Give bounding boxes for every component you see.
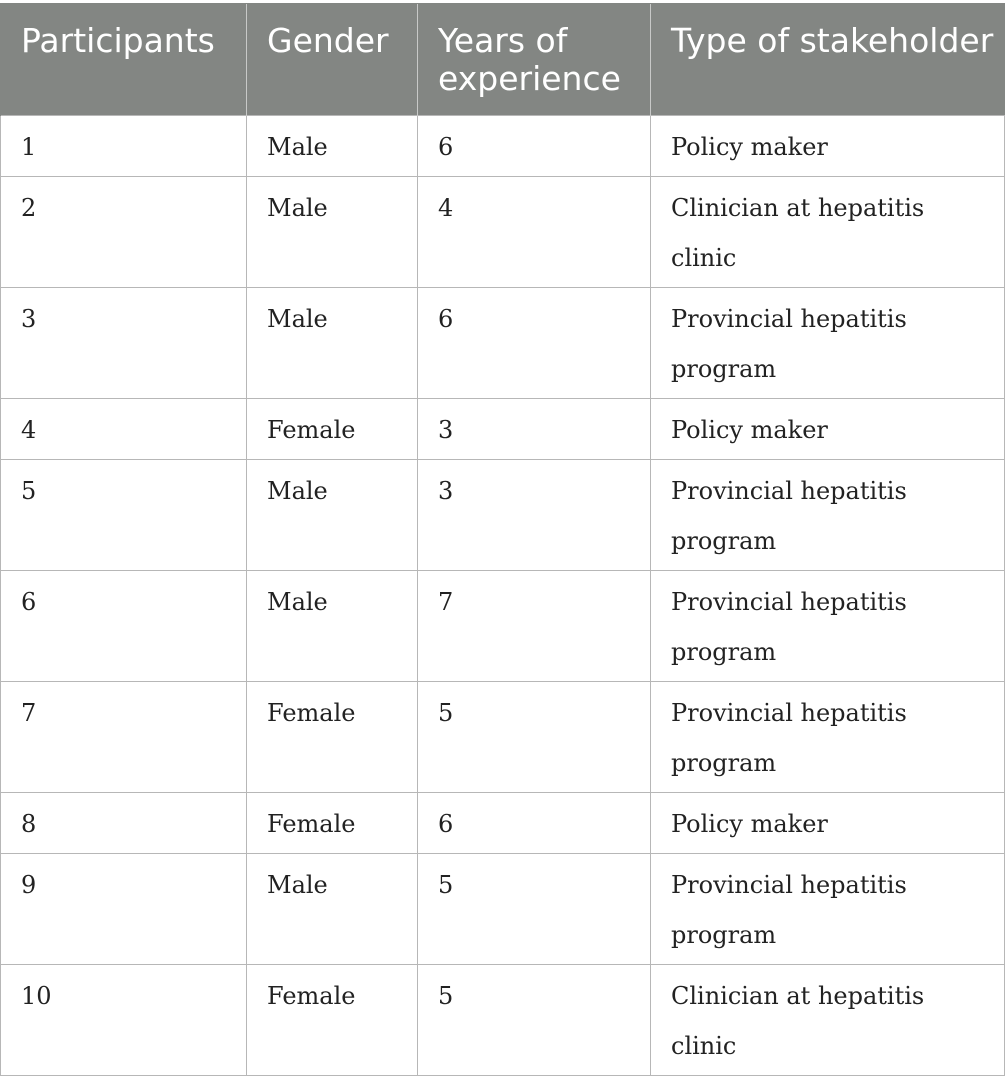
years-cell: 3 — [418, 399, 651, 460]
gender-cell: Male — [247, 288, 418, 399]
gender-cell: Female — [247, 793, 418, 854]
stakeholder-cell: Policy maker — [651, 399, 1005, 460]
stakeholder-cell: Provincial hepatitis program — [651, 288, 1005, 399]
header-years-of-experience: Years of experience — [418, 4, 651, 116]
table-row — [1, 288, 1005, 399]
years-cell: 6 — [418, 288, 651, 399]
years-cell: 4 — [418, 177, 651, 288]
table-row — [1, 965, 1005, 1076]
participants-table — [0, 3, 1005, 1076]
stakeholder-cell: Provincial hepatitis program — [651, 571, 1005, 682]
table-row — [1, 682, 1005, 793]
table-row — [1, 793, 1005, 854]
years-cell: 6 — [418, 116, 651, 177]
gender-cell: Female — [247, 965, 418, 1076]
header-row — [1, 4, 1005, 116]
participant-cell: 2 — [1, 177, 247, 288]
gender-cell: Male — [247, 177, 418, 288]
participant-cell: 3 — [1, 288, 247, 399]
gender-cell: Female — [247, 399, 418, 460]
table-row — [1, 854, 1005, 965]
table-row — [1, 177, 1005, 288]
header-participants: Participants — [1, 4, 247, 116]
participant-cell: 6 — [1, 571, 247, 682]
header-gender: Gender — [247, 4, 418, 116]
participant-cell: 4 — [1, 399, 247, 460]
years-cell: 3 — [418, 460, 651, 571]
table-row — [1, 460, 1005, 571]
participant-cell: 5 — [1, 460, 247, 571]
years-cell: 5 — [418, 682, 651, 793]
stakeholder-cell: Clinician at hepatitis clinic — [651, 177, 1005, 288]
gender-cell: Male — [247, 116, 418, 177]
table-row — [1, 571, 1005, 682]
table-row — [1, 399, 1005, 460]
stakeholder-cell: Clinician at hepatitis clinic — [651, 965, 1005, 1076]
participant-cell: 7 — [1, 682, 247, 793]
gender-cell: Male — [247, 571, 418, 682]
participant-cell: 8 — [1, 793, 247, 854]
stakeholder-cell: Policy maker — [651, 116, 1005, 177]
gender-cell: Female — [247, 682, 418, 793]
participant-cell: 10 — [1, 965, 247, 1076]
years-cell: 5 — [418, 965, 651, 1076]
stakeholder-cell: Provincial hepatitis program — [651, 460, 1005, 571]
years-cell: 6 — [418, 793, 651, 854]
gender-cell: Male — [247, 854, 418, 965]
stakeholder-cell: Provincial hepatitis program — [651, 682, 1005, 793]
table-row — [1, 116, 1005, 177]
participant-cell: 9 — [1, 854, 247, 965]
stakeholder-cell: Provincial hepatitis program — [651, 854, 1005, 965]
header-type-of-stakeholder: Type of stakeholder — [651, 4, 1005, 116]
gender-cell: Male — [247, 460, 418, 571]
participant-cell: 1 — [1, 116, 247, 177]
years-cell: 5 — [418, 854, 651, 965]
years-cell: 7 — [418, 571, 651, 682]
stakeholder-cell: Policy maker — [651, 793, 1005, 854]
